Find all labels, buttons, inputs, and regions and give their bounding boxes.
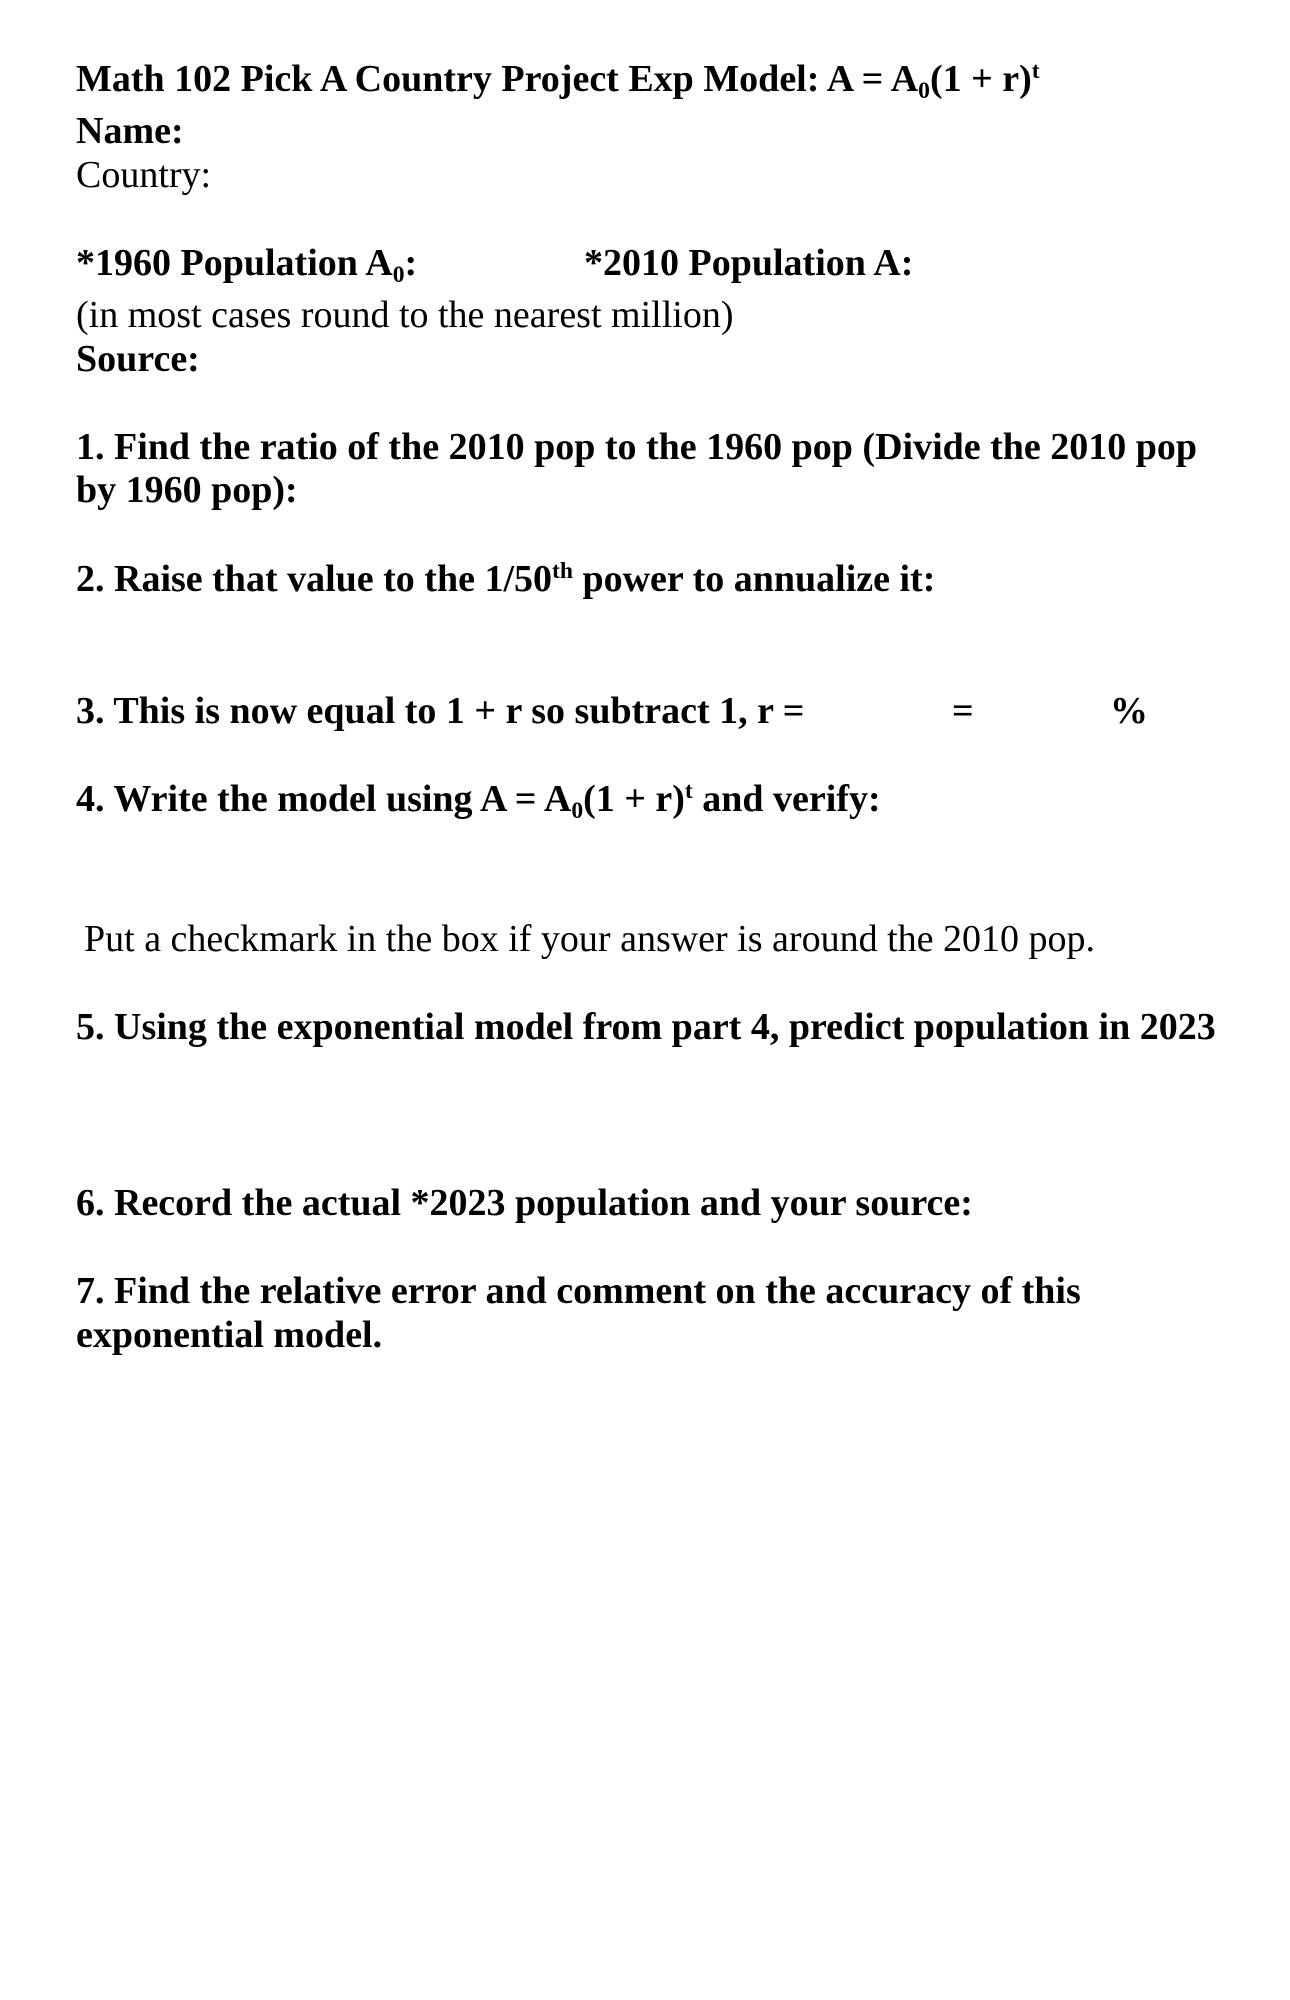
title-text: Math 102 Pick A Country Project Exp Model: A = A	[76, 58, 919, 100]
country-label: Country:	[76, 154, 212, 196]
q2-text: 2. Raise that value to the 1/50	[76, 558, 553, 600]
pop1960-text: *1960 Population A	[76, 242, 393, 284]
question-1-line-1: 1. Find the ratio of the 2010 pop to the 1960 pop (Divide the 2010 pop	[76, 426, 1198, 468]
pop1960-subscript: 0	[392, 261, 405, 288]
q4-text: 4. Write the model using A = A	[76, 778, 572, 820]
question-5: 5. Using the exponential model from part 4, predict population in 2023	[76, 1006, 1216, 1048]
q3-equals-sign: =	[952, 690, 974, 732]
title-subscript: 0	[918, 77, 930, 104]
question-3: 3. This is now equal to 1 + r so subtract 1, r =	[76, 690, 805, 732]
question-1-line-2: by 1960 pop):	[76, 469, 298, 511]
question-7-line-2: exponential model.	[76, 1314, 383, 1356]
q4-superscript: t	[684, 778, 693, 805]
question-4	[76, 776, 881, 822]
population-2010-label: *2010 Population A:	[584, 242, 914, 284]
checkmark-note: Put a checkmark in the box if your answer is around the 2010 pop.	[84, 918, 1095, 960]
q3-percent-sign: %	[1110, 690, 1148, 732]
q4-subscript: 0	[571, 797, 584, 824]
page-title	[76, 56, 1040, 102]
question-7-line-1: 7. Find the relative error and comment on the accuracy of this	[76, 1270, 1081, 1312]
question-6: 6. Record the actual *2023 population and your source:	[76, 1182, 973, 1224]
name-label: Name:	[76, 110, 184, 152]
q4-formula: (1 + r)	[583, 778, 685, 820]
q2-superscript: th	[552, 558, 573, 585]
title-formula: (1 + r)	[929, 58, 1032, 100]
source-label: Source:	[76, 338, 200, 380]
title-superscript: t	[1031, 58, 1040, 85]
question-2	[76, 556, 935, 602]
round-note: (in most cases round to the nearest million)	[76, 294, 734, 336]
population-1960-label	[76, 240, 417, 286]
q4-text-end: and verify:	[692, 778, 881, 820]
q2-text-end: power to annualize it:	[572, 558, 936, 600]
pop1960-colon: :	[404, 242, 418, 284]
